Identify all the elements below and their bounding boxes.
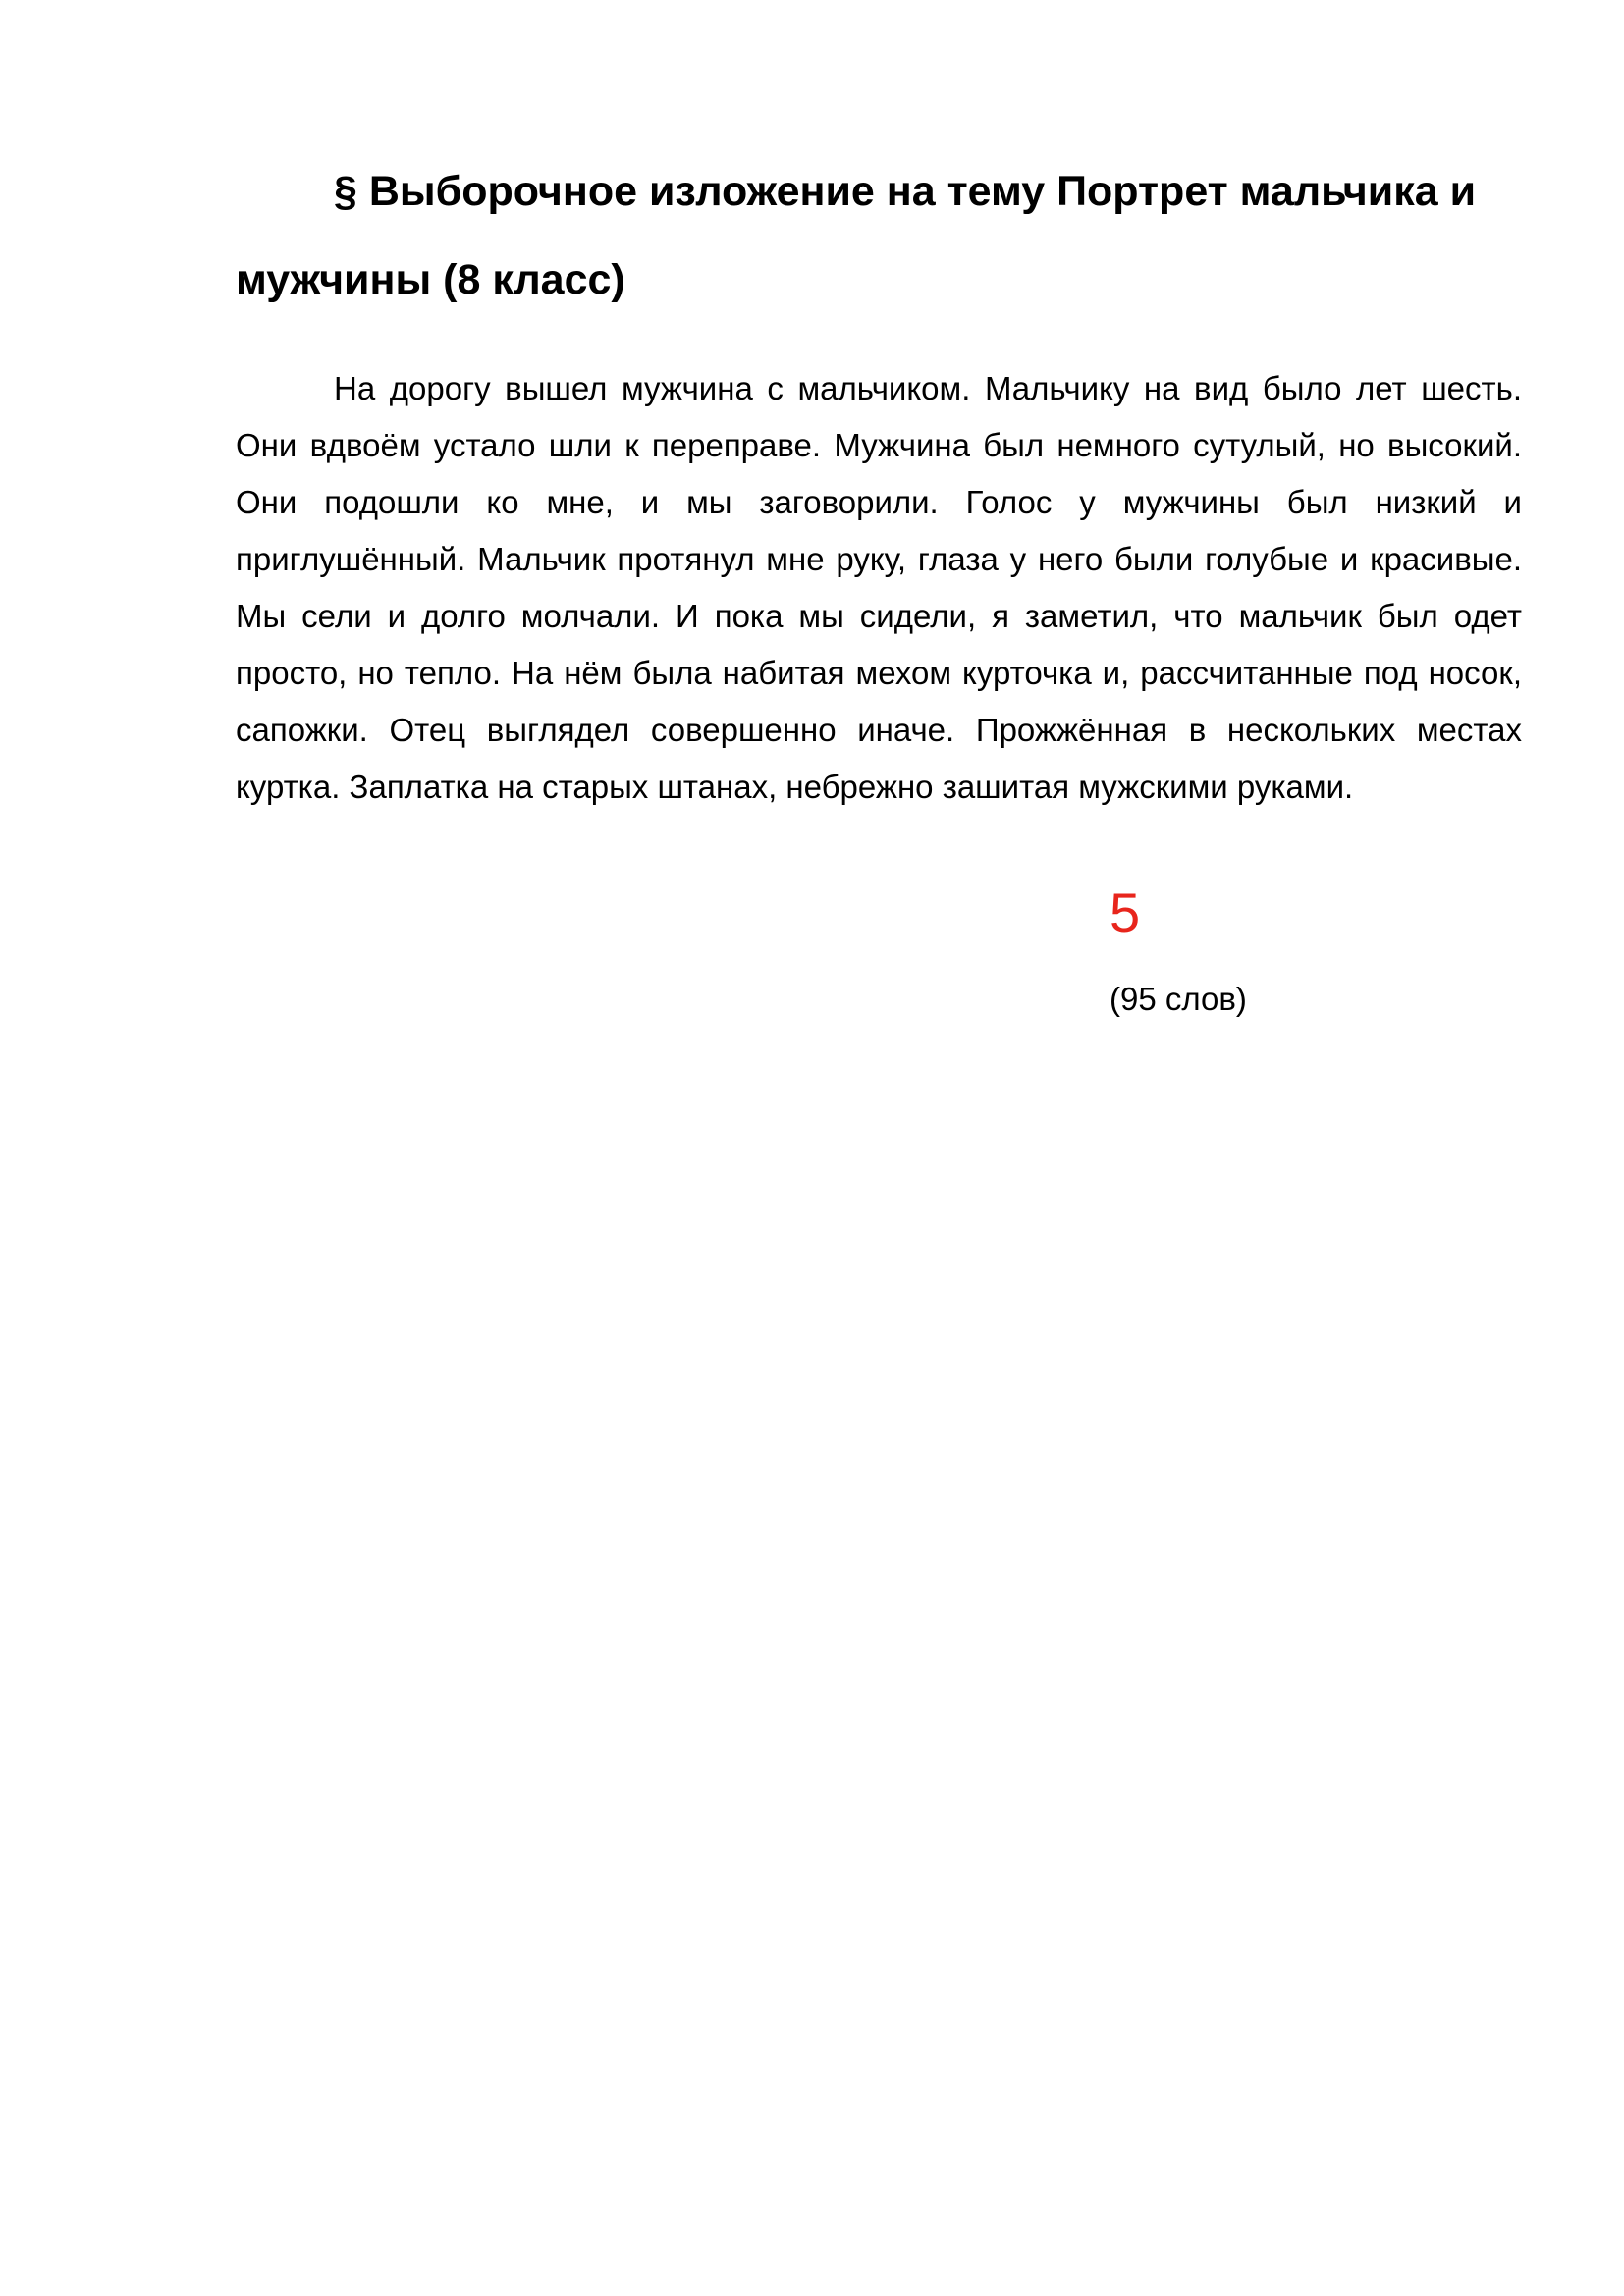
document-title: § Выборочное изложение на тему Портрет мальчика и мужчины (8 класс) xyxy=(236,168,1477,303)
word-count: (95 слов) xyxy=(1110,981,1247,1017)
essay-text: На дорогу вышел мужчина с мальчиком. Мальчику на вид было лет шесть. Они вдвоём устало шли к переправе. Мужчина был немного сутулый, но высокий. Они подошли ко мне, и мы заговорили. Голос у мужчины был низкий и приглушённый. Мальчик протянул мне руку, глаза у него были голубые и красивые. Мы сели и долго молчали. И пока мы сидели, я заметил, что мальчик был одет просто, но тепло. На нём была набитая мехом курточка и, рассчитанные под носок, сапожки. Отец выглядел совершенно иначе. Прожжённая в нескольких местах куртка. Заплатка на старых штанах, небрежно зашитая мужскими руками. xyxy=(236,370,1522,805)
grade-mark: 5 xyxy=(1110,881,1141,943)
